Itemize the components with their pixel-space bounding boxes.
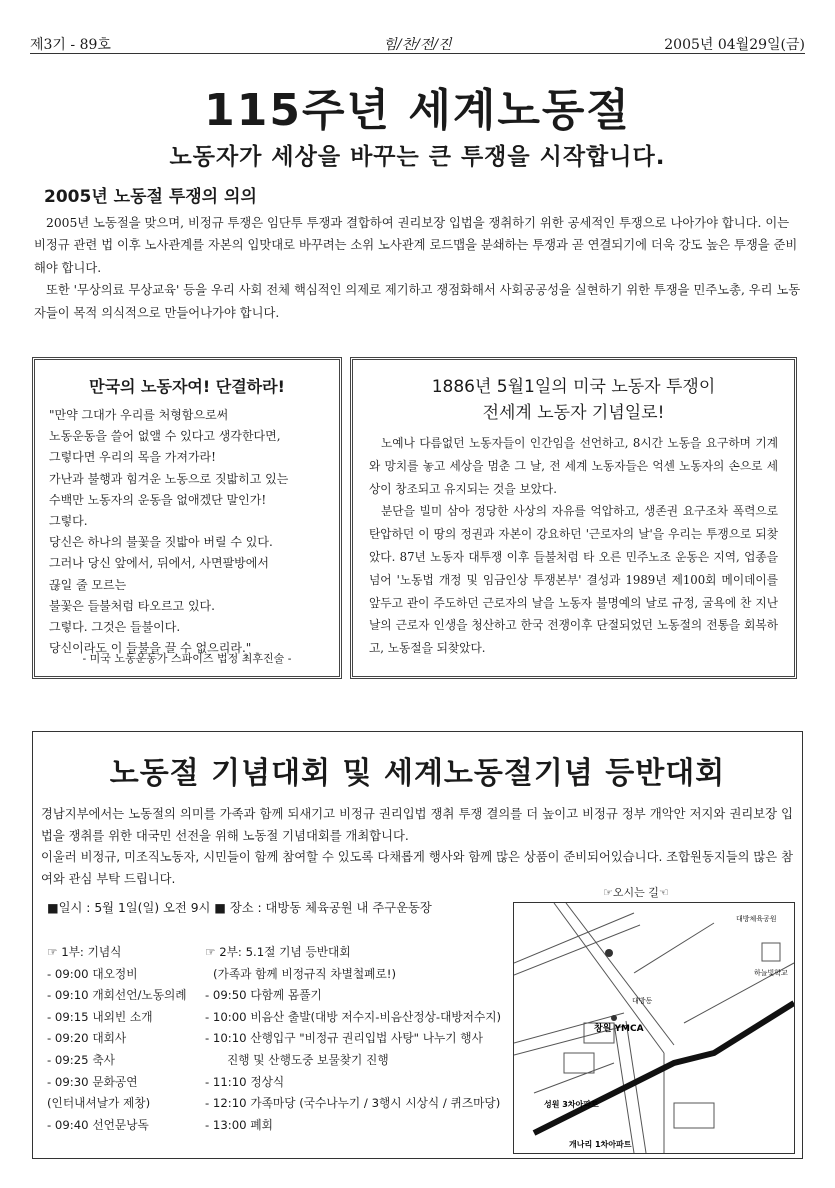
program-item: (인터내셔날가 제창) — [47, 1096, 151, 1111]
program-item: - 09:40 선언문낭독 — [47, 1117, 149, 1132]
program-subheading: (가족과 함께 비정규직 차별철폐로!) — [213, 966, 397, 981]
map-block — [674, 1103, 714, 1128]
quote-line: 끊일 줄 모르는 — [49, 577, 127, 592]
section-heading: 2005년 노동절 투쟁의 의의 — [44, 187, 257, 207]
intro-paragraph: 또한 '무상의료 무상교육' 등을 우리 사회 전체 핵심적인 의제로 제기하고 쟁점화해서 사회공공성을 실현하기 위한 투쟁을 민주노총, 우리 노동자들이 목적 의식적으로 만들어나가야 합니다. — [34, 283, 801, 320]
quote-line: 그렇다. — [49, 514, 88, 529]
program-item: - 09:00 대오정비 — [47, 966, 138, 981]
event-description — [41, 804, 793, 890]
event-paragraph: 경남지부에서는 노동절의 의미를 가족과 함께 되새기고 비정규 권리입법 쟁취 투쟁 결의를 더 높이고 비정규 정부 개악안 저지와 권리보장 입법을 쟁취를 위한 대국민 선전을 위해 노동절 기념대회를 개최합니다. — [41, 807, 793, 843]
map-road — [514, 913, 634, 963]
map-road — [534, 1063, 614, 1093]
main-title: 115주년 세계노동절 — [204, 85, 631, 136]
header-rule — [30, 53, 805, 54]
quote-line: 당신이라도 이 들불을 끌 수 없으리라." — [49, 641, 252, 656]
program-part2 — [205, 942, 501, 1136]
map-label-dong: 대방동 — [632, 997, 653, 1005]
page-header — [30, 30, 805, 54]
map-drawing — [514, 903, 794, 1153]
map-road — [634, 923, 714, 973]
newspaper-name: 힘/찬/전/진 — [383, 37, 452, 53]
quote-line: 수백만 노동자의 운동을 없애겠단 말인가! — [49, 492, 267, 507]
history-box — [350, 357, 797, 679]
program-item: - 09:30 문화공연 — [47, 1074, 138, 1089]
map-marker — [605, 949, 613, 957]
program-item: - 09:20 대회사 — [47, 1031, 127, 1046]
map-label-ymca: 창원 YMCA — [594, 1024, 644, 1034]
program-item: - 09:10 개회선언/노동의례 — [47, 988, 187, 1003]
program-item: - 10:10 산행입구 "비정규 권리입법 사탕" 나누기 행사 — [205, 1031, 483, 1046]
program-part1 — [47, 942, 187, 1136]
quote-text — [49, 405, 325, 659]
event-box — [32, 731, 803, 1159]
program-heading: ☞ 2부: 5.1절 기념 등반대회 — [205, 945, 351, 959]
map-label-apt2: 개나리 1차아파트 — [569, 1140, 632, 1149]
map-label-school: 하늘빛학교 — [754, 969, 788, 977]
map-title: ☞오시는 길☜ — [603, 886, 669, 899]
sub-title: 노동자가 세상을 바꾸는 큰 투쟁을 시작합니다. — [169, 144, 666, 170]
quote-line: 노동운동을 쓸어 없앨 수 있다고 생각한다면, — [49, 429, 281, 444]
history-title — [353, 374, 794, 426]
quote-source: - 미국 노동운동가 스파이즈 법정 최후진술 - — [82, 652, 292, 665]
quote-line: 불꽃은 들불처럼 타오르고 있다. — [49, 598, 215, 613]
history-text — [369, 432, 778, 660]
program-item: - 10:00 비음산 출발(대방 저수지-비음산정상-대방저수지) — [205, 1009, 502, 1024]
issue-number: 제3기 - 89호 — [30, 37, 111, 53]
history-title-line: 1886년 5월1일의 미국 노동자 투쟁이 — [431, 377, 716, 397]
quote-box — [32, 357, 342, 679]
issue-date: 2005년 04월29일(금) — [664, 37, 805, 53]
program-item: - 09:15 내외빈 소개 — [47, 1009, 153, 1024]
quote-line: 그렇다면 우리의 목을 가져가라! — [49, 450, 216, 465]
program-item: - 11:10 정상식 — [205, 1074, 285, 1089]
map-road — [514, 925, 640, 975]
directions-map — [513, 902, 795, 1154]
program-item: - 12:10 가족마당 (국수나누기 / 3행시 시상식 / 퀴즈마당) — [205, 1096, 501, 1111]
quote-line: 당신은 하나의 불꽃을 짓밟아 버릴 수 있다. — [49, 535, 273, 550]
event-title: 노동절 기념대회 및 세계노동절기념 등반대회 — [109, 756, 726, 791]
quote-line: "만약 그대가 우리를 처형함으로써 — [49, 408, 229, 422]
event-info: ■일시 : 5월 1일(일) 오전 9시 ■ 장소 : 대방동 체육공원 내 주구운동장 — [47, 901, 432, 915]
map-marker — [611, 1015, 617, 1021]
program-item: - 13:00 폐회 — [205, 1117, 273, 1132]
school-block — [762, 943, 780, 961]
map-block — [564, 1053, 594, 1073]
intro-paragraph: 2005년 노동절을 맞으며, 비정규 투쟁은 임단투 투쟁과 결합하여 권리보장 입법을 쟁취하기 위한 공세적인 투쟁으로 나아가야 합니다. 이는 비정규 관련 법 이후 노사관계를 자본의 입맛대로 바꾸려는 소위 노사관계 로드맵을 분쇄하는 투쟁과 곧 연결되기에 더욱 강도 높은 투쟁을 준비해야 합니다. — [34, 216, 798, 275]
quote-line: 그렇다. 그것은 들불이다. — [49, 620, 181, 635]
quote-line: 가난과 불행과 힘겨운 노동으로 짓밟히고 있는 — [49, 471, 289, 486]
quote-title: 만국의 노동자여! 단결하라! — [89, 377, 285, 396]
history-paragraph: 노예나 다름없던 노동자들이 인간임을 선언하고, 8시간 노동을 요구하며 기계와 망치를 놓고 세상을 멈춘 그 날, 전 세계 노동자들은 억센 노동자의 손으로 세상이 창조되고 유지되는 것을 보았다. — [369, 436, 778, 496]
history-paragraph: 분단을 빌미 삼아 정당한 사상의 자유를 억압하고, 생존권 요구조차 폭력으로 탄압하던 이 땅의 정권과 자본이 강요하던 '근로자의 날'을 우리는 투쟁으로 되찾았다. 87년 노동자 대투쟁 이후 들불처럼 타 오른 민주노조 운동은 지역, 업종을 넘어 '노동법 개정 및 임금인상 투쟁본부' 결성과 1989년 제100회 메이데이를 앞두고 관이 주도하던 근로자의 날을 노동자 불명예의 날로 규정, 굴욕에 찬 지난 날의 근로자 인생을 청산하고 한국 전쟁이후 단절되었던 노동절의 전통을 회복하고, 노동절을 되찾았다. — [369, 504, 778, 656]
quote-line: 그러나 당신 앞에서, 뒤에서, 사면팔방에서 — [49, 556, 269, 571]
program-item: - 09:50 다함께 몸풀기 — [205, 988, 322, 1003]
map-label-apt1: 성원 3차아파트 — [544, 1100, 599, 1109]
event-paragraph: 이울러 비정규, 미조직노동자, 시민들이 함께 참여할 수 있도록 다채롭게 행사와 함께 많은 상품이 준비되어있습니다. 조합원동지들의 많은 참여와 관심 부탁 드립니다. — [41, 850, 793, 886]
history-title-line: 전세계 노동자 기념일로! — [482, 403, 665, 423]
program-item: 진행 및 산행도중 보물찾기 진행 — [227, 1052, 389, 1067]
intro-text — [34, 212, 804, 324]
program-item: - 09:25 축사 — [47, 1052, 115, 1067]
map-label-park: 대방체육공원 — [736, 915, 777, 923]
program-heading: ☞ 1부: 기념식 — [47, 945, 122, 959]
